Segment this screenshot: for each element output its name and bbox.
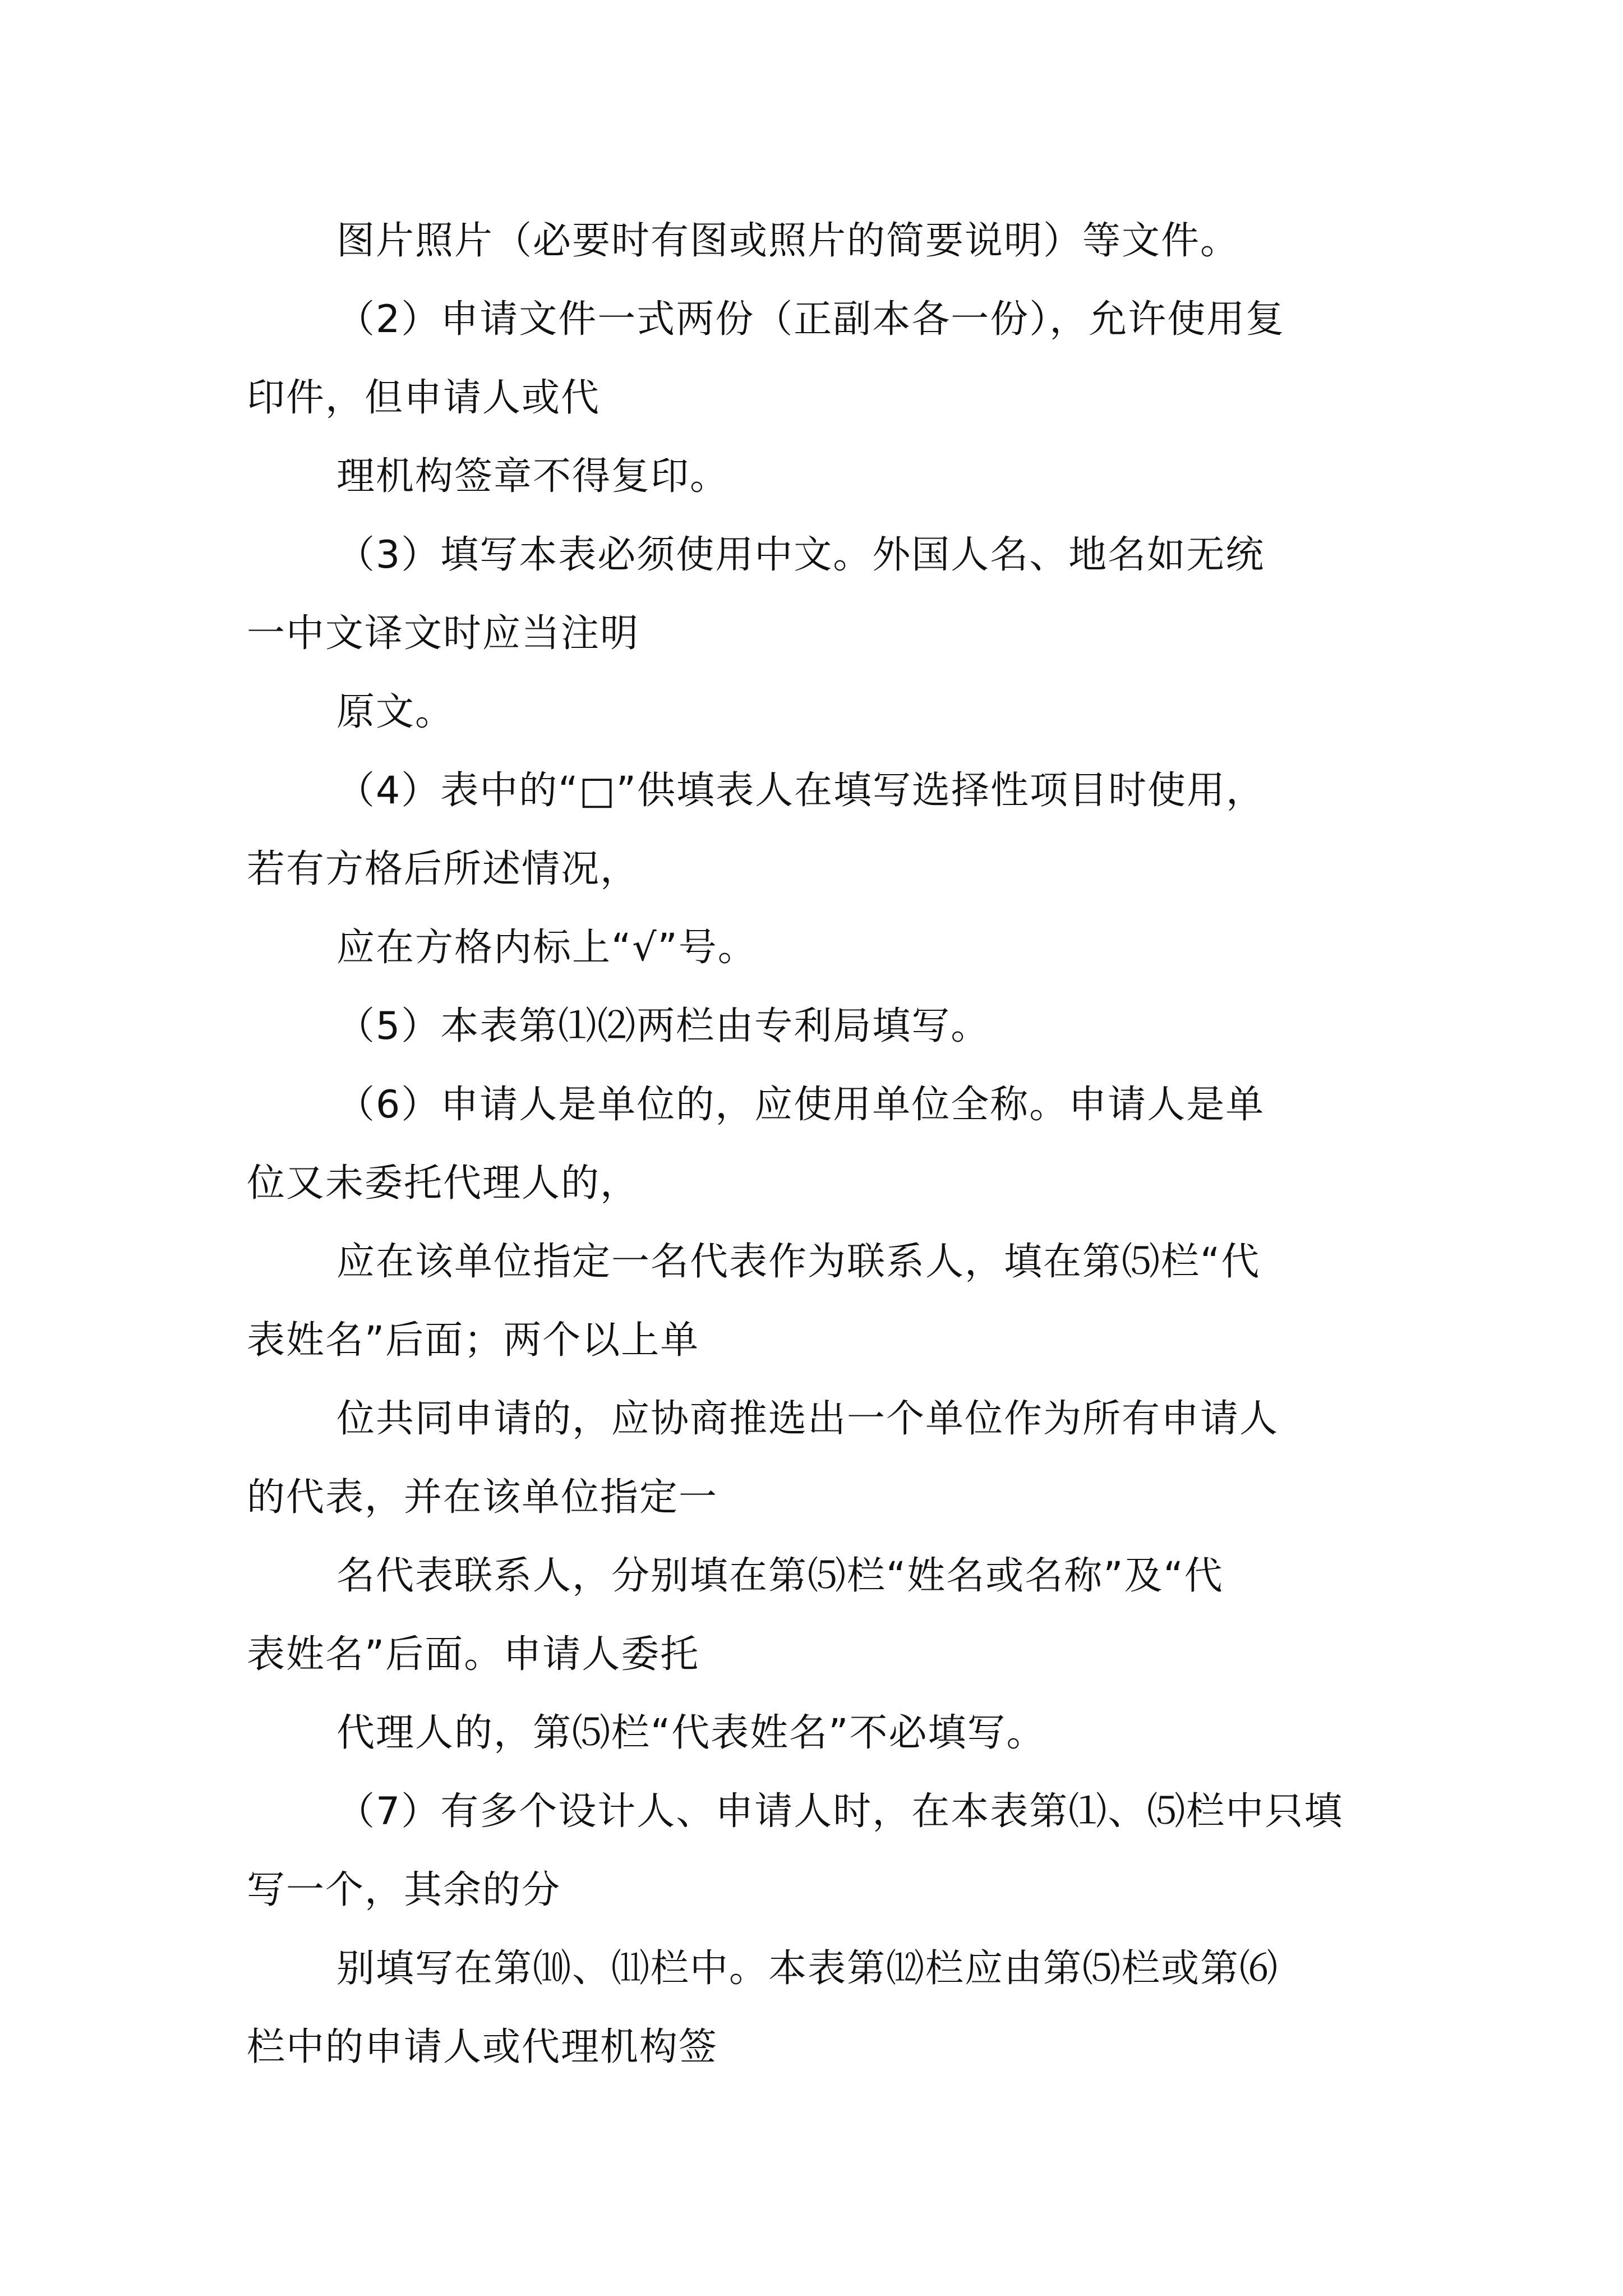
text-line-3: 印件，但申请人或代	[247, 376, 601, 420]
text-line-12: （6）申请人是单位的，应使用单位全称。申请人是单	[336, 1083, 1265, 1127]
text-line-1: 图片照片（必要时有图或照片的简要说明）等文件。	[336, 219, 1240, 263]
text-line-22: 写一个，其余的分	[247, 1868, 561, 1912]
text-line-20: 代理人的，第⑸栏“代表姓名”不必填写。	[336, 1711, 1046, 1755]
text-line-10: 应在方格内标上“√”号。	[336, 926, 757, 970]
text-line-16: 位共同申请的，应协商推选出一个单位作为所有申请人	[336, 1397, 1279, 1441]
text-line-13: 位又未委托代理人的，	[247, 1161, 640, 1205]
text-line-18: 名代表联系人，分别填在第⑸栏“姓名或名称”及“代	[336, 1554, 1224, 1598]
text-line-4: 理机构签章不得复印。	[336, 454, 730, 499]
text-line-21: （7）有多个设计人、申请人时，在本表第⑴、⑸栏中只填	[336, 1789, 1344, 1834]
text-line-15: 表姓名”后面；两个以上单	[247, 1318, 700, 1363]
text-line-24: 栏中的申请人或代理机构签	[247, 2025, 718, 2069]
text-line-17: 的代表，并在该单位指定一	[247, 1475, 718, 1520]
text-line-9: 若有方格后所述情况，	[247, 847, 640, 891]
text-line-8: （4）表中的“□”供填表人在填写选择性项目时使用，	[336, 769, 1265, 813]
text-line-7: 原文。	[336, 690, 455, 734]
text-line-23: 别填写在第⑽、⑾栏中。本表第⑿栏应由第⑸栏或第⑹	[336, 1947, 1279, 1991]
text-line-5: （3）填写本表必须使用中文。外国人名、地名如无统	[336, 533, 1265, 577]
text-line-19: 表姓名”后面。申请人委托	[247, 1632, 700, 1677]
text-line-11: （5）本表第⑴⑵两栏由专利局填写。	[336, 1004, 990, 1048]
text-line-14: 应在该单位指定一名代表作为联系人，填在第⑸栏“代	[336, 1240, 1261, 1284]
text-line-2: （2）申请文件一式两份（正副本各一份），允许使用复	[336, 297, 1285, 342]
text-line-6: 一中文译文时应当注明	[247, 611, 640, 656]
